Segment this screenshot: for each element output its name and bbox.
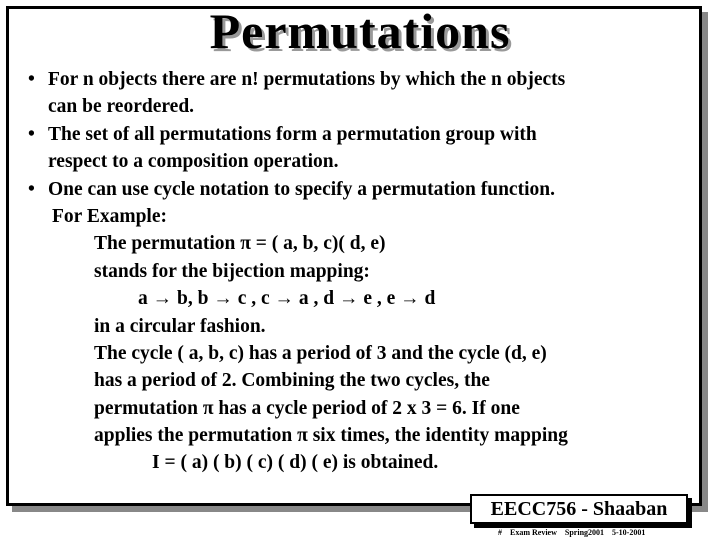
bullet-1-line-2: can be reordered. (48, 96, 195, 118)
example-heading: For Example: (52, 205, 168, 227)
bullet-2-line-2: respect to a composition operation. (48, 151, 339, 173)
example-line: has a period of 2. Combining the two cycles, the (94, 370, 490, 392)
bullet-icon: • (28, 69, 35, 90)
example-line: permutation π has a cycle period of 2 x 3 = 6. If one (94, 397, 520, 419)
bullet-3-line-1: • One can use cycle notation to specify a permutation function. (28, 176, 708, 203)
bullet-1-line-1: • For n objects there are n! permutations by which the n objects (28, 66, 708, 93)
course-footer-badge: EECC756 - Shaaban (470, 494, 688, 524)
example-line: The permutation π = ( a, b, c)( d, e) (94, 233, 386, 255)
bullet-icon: • (28, 178, 35, 200)
example-line: I = ( a) ( b) ( c) ( d) ( e) is obtained. (152, 452, 439, 474)
footer-label: Exam Review (510, 528, 557, 537)
example-line: stands for the bijection mapping: (94, 260, 370, 282)
example-line: applies the permutation π six times, the identity mapping (94, 425, 568, 447)
footer-meta (498, 528, 651, 537)
footer-term: Spring2001 (564, 528, 605, 537)
slide-title: Permutations (209, 3, 511, 59)
example-line: in a circular fashion. (94, 315, 266, 337)
footer-date: 5-10-2001 (612, 528, 646, 537)
example-line: a → b, b → c , c → a , d → e , e → d (138, 288, 436, 310)
bullet-2-line-1: • The set of all permutations form a permutation group with (28, 121, 708, 148)
example-line: The cycle ( a, b, c) has a period of 3 and the cycle (d, e) (94, 342, 547, 364)
slide-number: # (498, 528, 502, 537)
bullet-icon: • (28, 123, 35, 145)
slide-body (28, 66, 708, 477)
